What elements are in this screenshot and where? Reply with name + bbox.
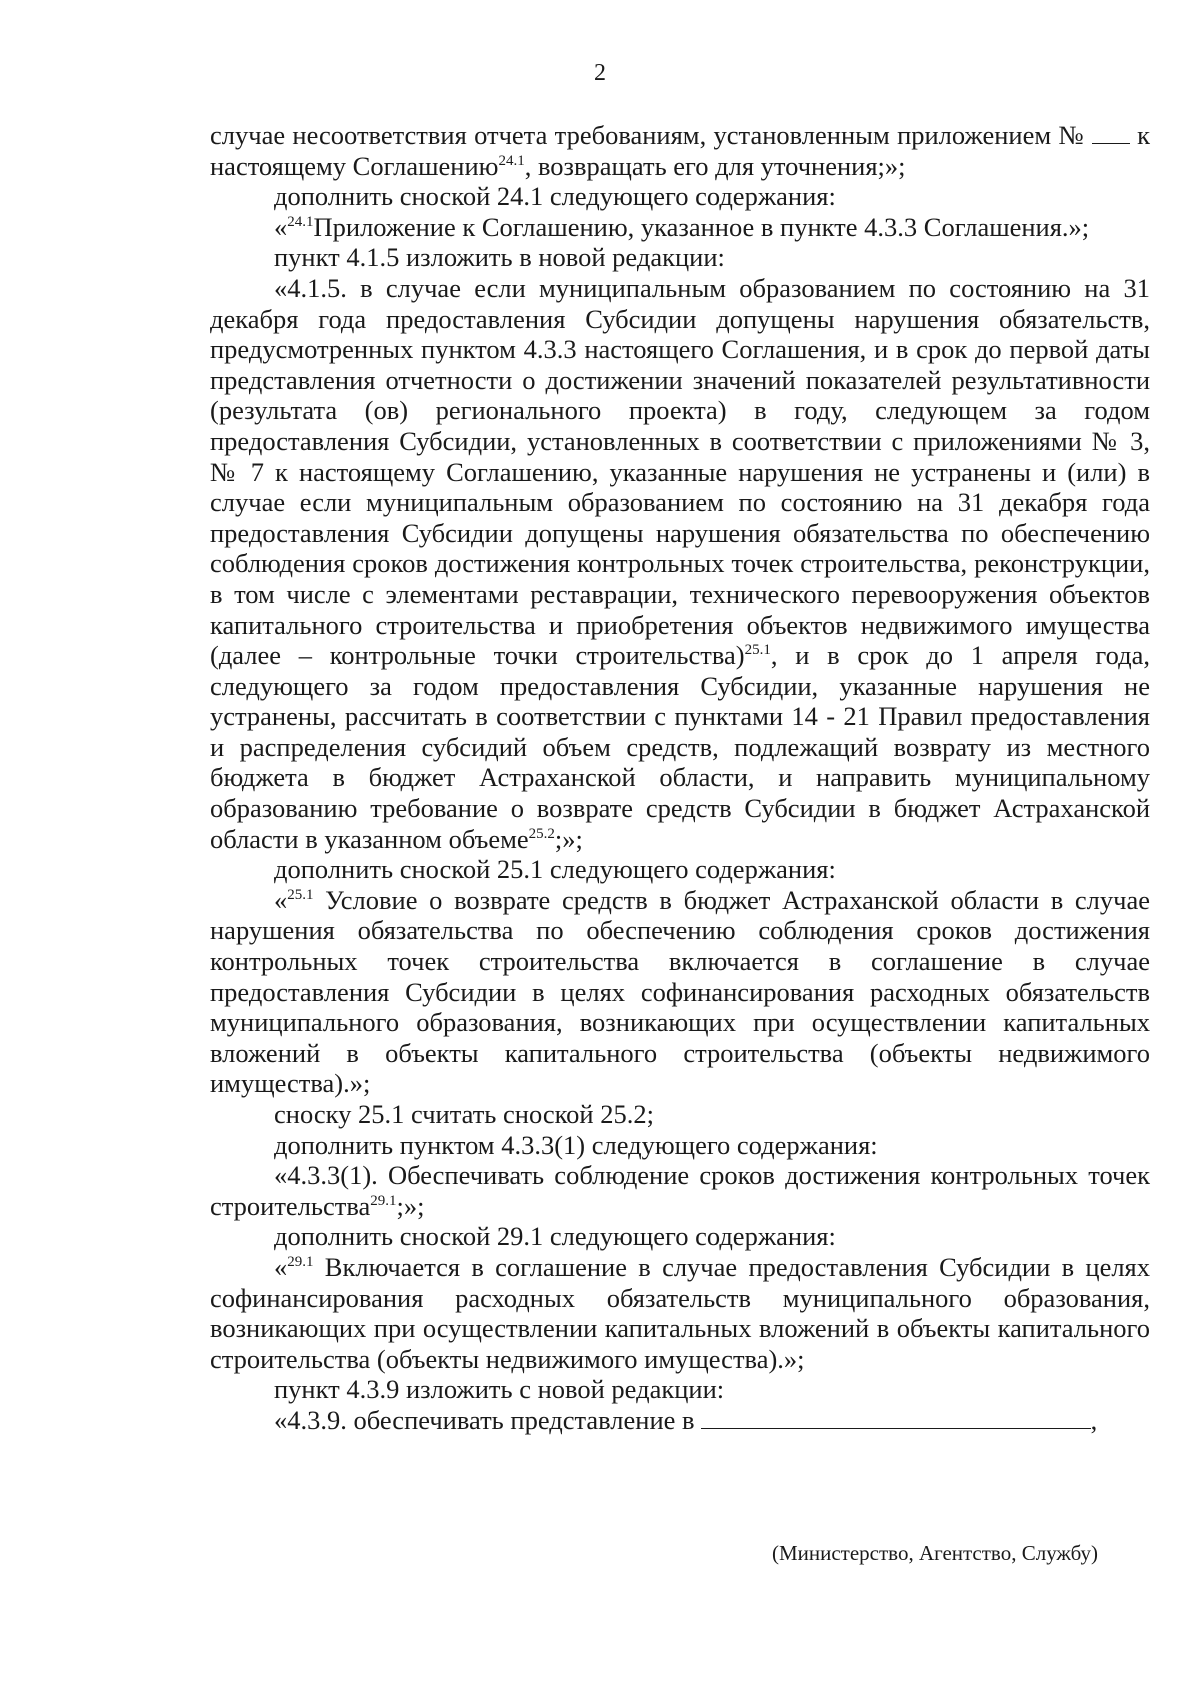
text: случае несоответствия отчета требованиям, установленным приложением № <box>210 120 1085 150</box>
paragraph-item-4-1-5-intro: пункт 4.1.5 изложить в новой редакции: <box>274 242 725 273</box>
text: «4.3.3(1). Обеспечивать соблюдение сроков достижения контрольных точек строительства <box>210 1160 1150 1221</box>
paragraph-item-4-3-9 <box>210 1405 1150 1436</box>
footnote-ref: 24.1 <box>498 152 525 169</box>
footnote-ref: 25.1 <box>744 642 771 659</box>
footnote-ref: 25.2 <box>528 825 555 842</box>
paragraph-item-4-1-5 <box>210 273 1150 854</box>
footnote-ref: 29.1 <box>287 1253 314 1270</box>
text: «4.1.5. в случае если муниципальным образованием по состоянию на 31 декабря года предоставления Субсидии допущены нарушения обязательств, предусмотренных пунктом 4.3.3 настоящего Соглашения, и в срок до первой даты представления отчетности о достижении значений показателей результативности (результата (ов) регионального проекта) в году, следующем за годом предоставления Субсидии, установленных в соответствии с приложениями № 3, № 7 к настоящему Соглашению, указанные нарушения не устранены и (или) в случае если муниципальным образованием по состоянию на 31 декабря года предоставления Субсидии допущены нарушения обязательства по обеспечению соблюдения сроков достижения контрольных точек строительства, реконструкции, в том числе с элементами реставрации, технического перевооружения объектов капитального строительства и приобретения объектов недвижимого имущества (далее – контрольные точки строительства) <box>210 272 1150 671</box>
page-number: 2 <box>594 60 606 86</box>
document-body <box>210 120 1150 1436</box>
text: Условие о возврате средств в бюджет Астраханской области в случае нарушения обязательства по обеспечению соблюдения сроков достижения контрольных точек строительства включается в соглашение в случае предоставления Субсидии в целях софинансирования расходных обязательств муниципального образования, возникающих при осуществлении капитальных вложений в объекты капитального строительства (объекты недвижимого имущества).»; <box>210 884 1150 1099</box>
text: ;»; <box>554 823 583 854</box>
paragraph-footnote-29-1 <box>210 1252 1150 1374</box>
text: , и в срок до 1 апреля года, следующего за годом предоставления Субсидии, указанные нарушения не устранены, рассчитать в соответствии с пунктами 14 - 21 Правил предоставления и распределения субсидий объем средств, подлежащий возврату из местного бюджета в бюджет Астраханской области, и направить муниципальному образованию требование о возврате средств Субсидии в бюджет Астраханской области в указанном объеме <box>210 640 1150 854</box>
text: « <box>274 884 288 915</box>
paragraph-item-4-3-9-intro: пункт 4.3.9 изложить с новой редакции: <box>274 1374 725 1405</box>
footnote-ref: 29.1 <box>370 1192 397 1209</box>
text: « <box>274 1251 288 1282</box>
text: , возвращать его для уточнения;»; <box>524 150 906 181</box>
text: Включается в соглашение в случае предоставления Субсидии в целях софинансирования расходных обязательств муниципального образования, возникающих при осуществлении капитальных вложений в объекты капитального строительства (объекты недвижимого имущества).»; <box>210 1251 1150 1374</box>
text: к настоящему Соглашению <box>210 120 1151 181</box>
paragraph-add-footnote-25-1: дополнить сноской 25.1 следующего содержания: <box>274 854 836 885</box>
paragraph-add-footnote-24-1: дополнить сноской 24.1 следующего содержания: <box>274 181 836 212</box>
text: « <box>274 211 288 242</box>
paragraph-add-footnote-29-1: дополнить сноской 29.1 следующего содержания: <box>274 1221 836 1252</box>
blank-line <box>701 1406 1091 1429</box>
footnote-ref: 25.1 <box>287 886 314 903</box>
text: Приложение к Соглашению, указанное в пункте 4.3.3 Соглашения.»; <box>313 211 1090 242</box>
blank-line <box>1092 123 1130 144</box>
paragraph-report-return <box>210 120 1150 181</box>
field-caption: (Министерство, Агентство, Службу) <box>771 1541 1099 1565</box>
text: , <box>1090 1404 1098 1435</box>
text: «4.3.9. обеспечивать представление в <box>274 1404 695 1435</box>
paragraph-footnote-24-1 <box>210 212 1150 243</box>
paragraph-renumber-footnote: сноску 25.1 считать сноской 25.2; <box>274 1099 654 1129</box>
paragraph-item-4-3-3-1 <box>210 1160 1150 1221</box>
paragraph-add-item-4-3-3-1: дополнить пунктом 4.3.3(1) следующего содержания: <box>274 1129 878 1160</box>
footnote-ref: 24.1 <box>287 213 314 230</box>
text: ;»; <box>396 1190 425 1221</box>
paragraph-footnote-25-1 <box>210 885 1150 1099</box>
